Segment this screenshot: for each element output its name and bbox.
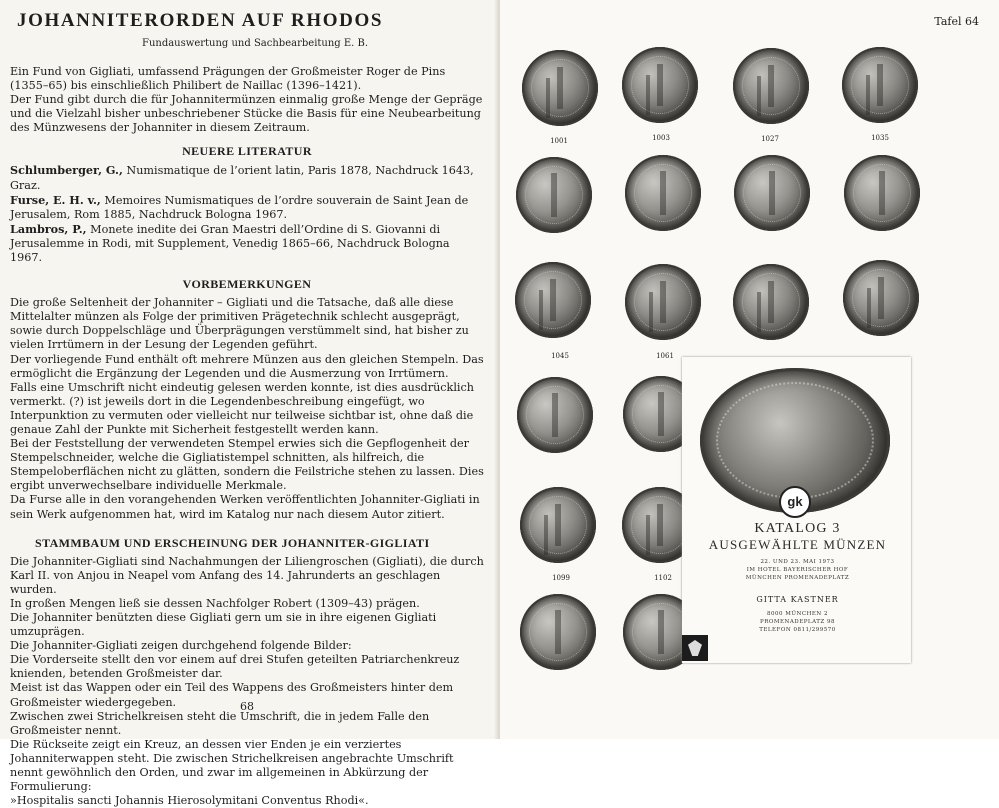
literature-author: Furse, E. H. v., (10, 192, 101, 207)
auction-venue-address: MÜNCHEN PROMENADEPLATZ (745, 575, 850, 581)
gk-logo: gk (779, 486, 811, 518)
family-paragraph: Die Vorderseite stellt den vor einem auf drei Stufen geteilten Patriarchenkreuz knienden, betenden Großmeister dar. (10, 653, 460, 681)
dealer-city: 8000 MÜNCHEN 2 (767, 611, 828, 617)
coin-image (515, 262, 591, 338)
coin-image (733, 264, 809, 340)
coin-image (625, 155, 701, 231)
dealer-name: GITTA KASTNER (756, 595, 839, 604)
plate-label: Tafel 64 (934, 15, 979, 28)
left-page-content (10, 10, 484, 808)
literature-text: Monete inedite dei Gran Maestri dell’Ordine di S. Giovanni di Jerusalemme in Rodi, mit Supplement, Venedig 1865–66, Nachdruck Bologna 1967. (10, 222, 450, 265)
coin-image (625, 264, 701, 340)
dealer-street: PROMENADEPLATZ 98 (760, 619, 835, 625)
dealer-phone: TELEFON 0811/299570 (759, 627, 836, 633)
coin-label: 1003 (652, 134, 670, 142)
coin-label: 1102 (654, 574, 672, 582)
family-paragraph: Die Johanniter benützten diese Gigliati gern um sie in ihre eigenen Gigliati umzuprägen. (10, 611, 437, 639)
catalog-subtitle: AUSGEWÄHLTE MÜNZEN (708, 537, 887, 552)
prelim-paragraph: Die große Seltenheit der Johanniter – Gigliati und die Tatsache, daß alle diese Mittelalter münzen als Folge der primitiven Prägetechnik schlecht ausgeprägt, sowie durch Doppelschläge und Überprägungen verstümmelt sind, hat bisher zu vielen Irrtümern in der Lesung der Legenden geführt. (10, 296, 469, 352)
family-paragraph: Meist ist das Wappen oder ein Teil des Wappens des Großmeisters hinter dem Großmeister wiedergegeben. (10, 681, 454, 709)
page-number: 68 (240, 700, 254, 713)
coin-image (844, 155, 920, 231)
family-paragraph: In großen Mengen ließ sie dessen Nachfolger Robert (1309–43) prägen. (10, 596, 420, 610)
coin-label: 1045 (551, 352, 569, 360)
literature-text: Memoires Numismatiques de l’ordre souverain de Saint Jean de Jerusalem, Rom 1885, Nachdruck Bologna 1967. (10, 193, 469, 221)
literature-author: Lambros, P., (10, 221, 87, 236)
coin-image (516, 157, 592, 233)
coin-image (733, 48, 809, 124)
literature-heading: NEUERE LITERATUR (182, 144, 312, 159)
prelim-paragraph: Da Furse alle in den vorangehenden Werken veröffentlichten Johanniter-Gigliati in sein Werk aufgenommen hat, wird im Katalog nur nach diesem Autor zitiert. (10, 493, 480, 521)
family-heading: STAMMBAUM UND ERSCHEINUNG DER JOHANNITER-GIGLIATI (35, 535, 430, 550)
family-paragraph: Die Johanniter-Gigliati sind Nachahmungen der Liliengroschen (Gigliati), die durch Karl II. von Anjou in Neapel vom Anfang des 14. Jahrunderts an geschlagen wurden. (10, 554, 484, 596)
coin-image (843, 260, 919, 336)
coin-image (517, 377, 593, 453)
coin-label: 1027 (761, 135, 779, 143)
prelim-heading: VORBEMERKUNGEN (182, 277, 312, 292)
page-subtitle: Fundauswertung und Sachbearbeitung E. B. (142, 38, 369, 49)
prelim-paragraph: Bei der Feststellung der verwendeten Stempel erwies sich die Gepflogenheit der Stempelschneider, welche die Gigliatistempel schnitten, als hilfreich, die Stempeloberflächen nicht zu glätten, sondern die Feilstriche stehen zu lassen. Dies ergibt unverwechselbare individuelle Merkmale. (10, 437, 484, 493)
coin-label: 1061 (656, 352, 674, 360)
literature-text: Numismatique de l’orient latin, Paris 1878, Nachdruck 1643, Graz. (10, 164, 474, 192)
family-paragraph: Zwischen zwei Strichelkreisen steht die Umschrift, die in jedem Falle den Großmeister nennt. (10, 709, 430, 737)
coin-label: 1035 (871, 134, 889, 142)
literature-entry (10, 163, 484, 192)
auction-date: 22. UND 23. MAI 1973 (760, 559, 835, 565)
coin-image (522, 50, 598, 126)
literature-entry (10, 222, 484, 265)
family-paragraph: »Hospitalis sancti Johannis Hierosolymitani Conventus Rhodi«. (10, 794, 369, 808)
family-paragraph: Die Rückseite zeigt ein Kreuz, an dessen vier Enden je ein verziertes Johanniterwappen steht. Die zwischen Strichelkreisen angebrachte Umschrift nennt gewöhnlich den Orden, und zwar im allgemeinen in Abkürzung der Formulierung: (10, 737, 454, 794)
prelim-paragraph: Der vorliegende Fund enthält oft mehrere Münzen aus den gleichen Stempeln. Das ermöglicht die Ergänzung der Legenden und die Ausmerzung von Irrtümern. (10, 352, 484, 380)
auction-venue: IM HOTEL BAYERISCHER HOF (746, 567, 849, 573)
coin-image (520, 594, 596, 670)
coin-image (842, 47, 918, 123)
coin-image (520, 487, 596, 563)
prelim-paragraph: Falls eine Umschrift nicht eindeutig gelesen werden konnte, ist dies ausdrücklich vermerkt. (?) ist jeweils dort in die Legendenbeschreibung eingefügt, wo Interpunktion zu vermuten oder vielleicht nur teilweise sichtbar ist, ohne daß die genaue Zahl der Punkte mit Sicherheit festgestellt werden kann. (10, 380, 474, 436)
catalog-title: KATALOG 3 (754, 521, 841, 536)
literature-entry (10, 193, 484, 222)
family-paragraph: Die Johanniter-Gigliati zeigen durchgehend folgende Bilder: (10, 639, 352, 653)
intro-paragraph-2: Der Fund gibt durch die für Johannitermünzen einmalig große Menge der Gepräge und die Vielzahl bisher unbeschriebener Stücke die Basis für eine Neubearbeitung des Münzwesens der Johanniter in diesem Zeitraum. (10, 93, 483, 135)
literature-author: Schlumberger, G., (10, 163, 123, 178)
publisher-emblem-icon (682, 635, 708, 661)
coin-label: 1001 (550, 137, 568, 145)
coin-image (622, 47, 698, 123)
intro-paragraph-1: Ein Fund von Gigliati, umfassend Prägungen der Großmeister Roger de Pins (1355–65) bis einschließlich Philibert de Naillac (1396–1421). (10, 65, 446, 93)
page-title: JOHANNITERORDEN AUF RHODOS (16, 10, 384, 31)
coin-label: 1099 (552, 574, 570, 582)
coin-image (734, 155, 810, 231)
